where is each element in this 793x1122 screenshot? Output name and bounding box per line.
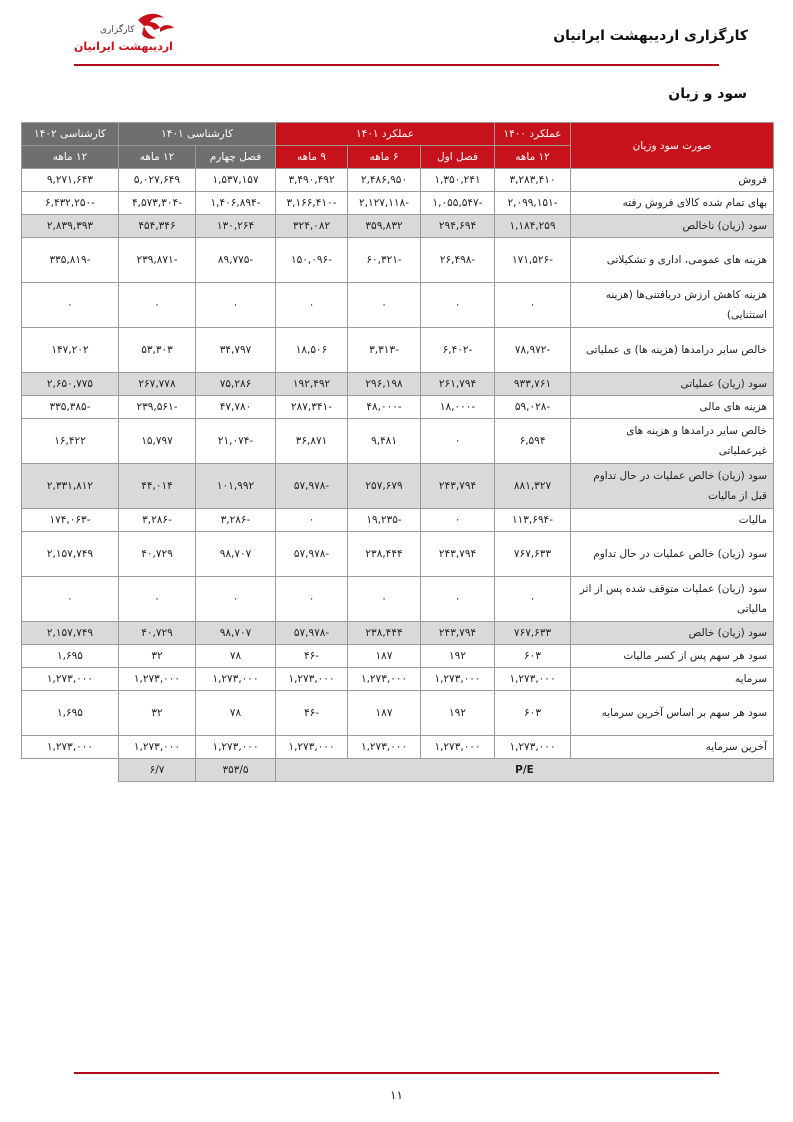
row-label: سود (زیان) ناخالص	[571, 215, 774, 238]
value-cell: -۳,۲۸۶	[196, 509, 276, 532]
value-cell: ۳۲	[119, 645, 196, 668]
subheader: فصل اول	[421, 146, 495, 169]
value-cell: ۱۴۷,۲۰۲	[22, 328, 119, 373]
value-cell: ۱۳۰,۲۶۴	[196, 215, 276, 238]
value-cell: ۰	[276, 509, 348, 532]
value-cell: ۱۹۲	[421, 691, 495, 736]
income-statement-table	[21, 122, 774, 782]
value-cell: ۱,۲۷۳,۰۰۰	[421, 668, 495, 691]
value-cell: ۱,۲۷۳,۰۰۰	[495, 668, 571, 691]
row-label: سود (زیان) خالص	[571, 622, 774, 645]
value-cell: ۱۰۱,۹۹۲	[196, 464, 276, 509]
value-cell: ۲۴۳,۷۹۴	[421, 532, 495, 577]
value-cell: ۱,۲۷۳,۰۰۰	[348, 668, 421, 691]
brokerage-logo	[60, 10, 190, 58]
subheader: ۹ ماهه	[276, 146, 348, 169]
value-cell: ۱,۲۷۳,۰۰۰	[421, 736, 495, 759]
row-label: سود (زیان) خالص عملیات در حال تداوم قبل از مالیات	[571, 464, 774, 509]
value-cell: ۰	[495, 283, 571, 328]
value-cell: ۱,۲۷۳,۰۰۰	[495, 736, 571, 759]
value-cell: ۰	[421, 577, 495, 622]
value-cell: ۲,۶۵۰,۷۷۵	[22, 373, 119, 396]
value-cell: -۳۳۵,۸۱۹	[22, 238, 119, 283]
value-cell: -۴,۵۷۳,۳۰۴	[119, 192, 196, 215]
value-cell: -۱۸,۰۰۰	[421, 396, 495, 419]
table-row	[22, 283, 774, 328]
value-cell: -۷۸,۹۷۲	[495, 328, 571, 373]
value-cell: -۶,۴۳۲,۲۵۰	[22, 192, 119, 215]
row-label: آخرین سرمایه	[571, 736, 774, 759]
value-cell: ۷۸	[196, 691, 276, 736]
value-cell: ۱,۲۷۳,۰۰۰	[276, 736, 348, 759]
value-cell: ۴۰,۷۲۹	[119, 622, 196, 645]
table-row	[22, 464, 774, 509]
value-cell: ۰	[119, 577, 196, 622]
table-row	[22, 215, 774, 238]
pe-label: P/E	[276, 759, 774, 782]
row-header-cell: صورت سود وزیان	[571, 123, 774, 169]
table-row	[22, 622, 774, 645]
value-cell: ۱,۲۷۳,۰۰۰	[196, 736, 276, 759]
value-cell: ۸۸۱,۳۲۷	[495, 464, 571, 509]
footer-divider	[74, 1072, 719, 1074]
value-cell: ۰	[22, 283, 119, 328]
value-cell: -۵۷,۹۷۸	[276, 532, 348, 577]
value-cell: -۱۷۱,۵۲۶	[495, 238, 571, 283]
value-cell: ۱,۲۷۳,۰۰۰	[348, 736, 421, 759]
value-cell: ۲۴۳,۷۹۴	[421, 622, 495, 645]
value-cell: -۵۷,۹۷۸	[276, 464, 348, 509]
value-cell: ۴۷,۷۸۰	[196, 396, 276, 419]
value-cell: ۱,۶۹۵	[22, 645, 119, 668]
value-cell: ۶۰۳	[495, 691, 571, 736]
table-row	[22, 373, 774, 396]
value-cell: ۱۸۷	[348, 691, 421, 736]
value-cell: -۲,۰۹۹,۱۵۱	[495, 192, 571, 215]
pe-value: ۳۵۳/۵	[196, 759, 276, 782]
value-cell: ۷۶۷,۶۳۳	[495, 622, 571, 645]
value-cell: ۰	[22, 577, 119, 622]
value-cell: ۱,۲۷۳,۰۰۰	[22, 736, 119, 759]
value-cell: -۲۶,۴۹۸	[421, 238, 495, 283]
pe-value: ۶/۷	[119, 759, 196, 782]
row-label: سود هر سهم پس از کسر مالیات	[571, 645, 774, 668]
page-number: ۱۱	[390, 1088, 403, 1102]
value-cell: ۰	[421, 283, 495, 328]
value-cell: ۱,۲۷۳,۰۰۰	[119, 736, 196, 759]
table-row	[22, 532, 774, 577]
group-header: عملکرد ۱۴۰۰	[495, 123, 571, 146]
table-row	[22, 419, 774, 464]
value-cell: ۲۳۸,۴۴۴	[348, 622, 421, 645]
row-label: خالص سایر درامدها (هزینه ها) ی عملیاتی	[571, 328, 774, 373]
value-cell: -۱,۴۰۶,۸۹۴	[196, 192, 276, 215]
value-cell: -۲,۱۲۷,۱۱۸	[348, 192, 421, 215]
value-cell: ۲۵۷,۶۷۹	[348, 464, 421, 509]
table-row	[22, 328, 774, 373]
value-cell: ۱۶,۴۲۲	[22, 419, 119, 464]
value-cell: ۰	[276, 283, 348, 328]
table-row	[22, 192, 774, 215]
value-cell: ۹,۴۸۱	[348, 419, 421, 464]
value-cell: -۱,۰۵۵,۵۴۷	[421, 192, 495, 215]
value-cell: -۱۷۴,۰۶۳	[22, 509, 119, 532]
table-row	[22, 396, 774, 419]
value-cell: ۲,۳۳۱,۸۱۲	[22, 464, 119, 509]
subheader: ۱۲ ماهه	[22, 146, 119, 169]
subheader: ۱۲ ماهه	[119, 146, 196, 169]
value-cell: ۰	[196, 577, 276, 622]
value-cell: ۲,۱۵۷,۷۴۹	[22, 622, 119, 645]
value-cell: -۳,۲۸۶	[119, 509, 196, 532]
value-cell: -۵۷,۹۷۸	[276, 622, 348, 645]
value-cell: ۲,۴۸۶,۹۵۰	[348, 169, 421, 192]
value-cell: -۳,۱۶۶,۴۱۰	[276, 192, 348, 215]
value-cell: -۱۱۳,۶۹۴	[495, 509, 571, 532]
value-cell: ۰	[421, 419, 495, 464]
value-cell: ۵,۰۲۷,۶۴۹	[119, 169, 196, 192]
value-cell: ۳۶,۸۷۱	[276, 419, 348, 464]
value-cell: ۲۹۴,۶۹۴	[421, 215, 495, 238]
value-cell: ۴۰,۷۲۹	[119, 532, 196, 577]
value-cell: ۰	[495, 577, 571, 622]
value-cell: ۳,۲۸۳,۴۱۰	[495, 169, 571, 192]
value-cell: -۲۳۹,۸۷۱	[119, 238, 196, 283]
value-cell: ۴۵۴,۳۴۶	[119, 215, 196, 238]
value-cell: ۰	[196, 283, 276, 328]
subheader: ۶ ماهه	[348, 146, 421, 169]
row-label: سود هر سهم بر اساس آخرین سرمایه	[571, 691, 774, 736]
group-header-row	[22, 123, 774, 146]
table-row	[22, 668, 774, 691]
value-cell: ۱,۲۷۳,۰۰۰	[119, 668, 196, 691]
value-cell: ۰	[348, 577, 421, 622]
value-cell: ۳۴,۷۹۷	[196, 328, 276, 373]
value-cell: ۱۵,۷۹۷	[119, 419, 196, 464]
value-cell: ۳۲	[119, 691, 196, 736]
value-cell: ۱,۳۵۰,۲۴۱	[421, 169, 495, 192]
value-cell: ۱۹۲,۴۹۲	[276, 373, 348, 396]
row-label: سود (زیان) عملیات متوقف شده پس از اثر مالیاتی	[571, 577, 774, 622]
value-cell: -۳۳۵,۳۸۵	[22, 396, 119, 419]
value-cell: ۲۴۳,۷۹۴	[421, 464, 495, 509]
value-cell: ۴۴,۰۱۴	[119, 464, 196, 509]
value-cell: ۲,۸۳۹,۳۹۳	[22, 215, 119, 238]
value-cell: ۹۸,۷۰۷	[196, 622, 276, 645]
group-header: کارشناسی ۱۴۰۲	[22, 123, 119, 146]
group-header: عملکرد ۱۴۰۱	[276, 123, 495, 146]
row-label: هزینه های مالی	[571, 396, 774, 419]
value-cell: ۰	[119, 283, 196, 328]
value-cell: ۶۰۳	[495, 645, 571, 668]
group-header: کارشناسی ۱۴۰۱	[119, 123, 276, 146]
value-cell: ۲۳۸,۴۴۴	[348, 532, 421, 577]
value-cell: -۱۹,۲۳۵	[348, 509, 421, 532]
logo-top-text: کارگزاری	[100, 25, 135, 35]
table-body	[22, 169, 774, 759]
pe-row	[22, 759, 774, 782]
value-cell: ۳۵۹,۸۳۲	[348, 215, 421, 238]
table-row	[22, 691, 774, 736]
header-divider	[74, 64, 719, 66]
value-cell: ۱,۵۳۷,۱۵۷	[196, 169, 276, 192]
value-cell: -۶,۴۰۲	[421, 328, 495, 373]
value-cell: ۳,۴۹۰,۴۹۲	[276, 169, 348, 192]
value-cell: -۳,۳۱۳	[348, 328, 421, 373]
value-cell: -۸۹,۷۷۵	[196, 238, 276, 283]
logo-main-text: اردیبهشت ایرانیان	[74, 40, 173, 53]
row-label: سود (زیان) خالص عملیات در حال تداوم	[571, 532, 774, 577]
row-label: بهای تمام شده کالای فروش رفته	[571, 192, 774, 215]
value-cell: ۵۳,۳۰۳	[119, 328, 196, 373]
subheader: ۱۲ ماهه	[495, 146, 571, 169]
bull-logo-icon	[60, 10, 190, 58]
value-cell: ۹,۲۷۱,۶۴۳	[22, 169, 119, 192]
table-row	[22, 577, 774, 622]
value-cell: ۱۸,۵۰۶	[276, 328, 348, 373]
value-cell: ۱۹۲	[421, 645, 495, 668]
section-title: سود و زیان	[668, 86, 747, 102]
value-cell: -۲۱,۰۷۴	[196, 419, 276, 464]
value-cell: -۱۵۰,۰۹۶	[276, 238, 348, 283]
value-cell: ۳۲۴,۰۸۲	[276, 215, 348, 238]
table-row	[22, 509, 774, 532]
value-cell: ۱۸۷	[348, 645, 421, 668]
subheader: فصل چهارم	[196, 146, 276, 169]
value-cell: ۰	[421, 509, 495, 532]
value-cell: ۷۶۷,۶۳۳	[495, 532, 571, 577]
value-cell: ۱,۶۹۵	[22, 691, 119, 736]
value-cell: ۱,۱۸۴,۲۵۹	[495, 215, 571, 238]
value-cell: -۴۸,۰۰۰	[348, 396, 421, 419]
value-cell: ۹۸,۷۰۷	[196, 532, 276, 577]
row-label: فروش	[571, 169, 774, 192]
value-cell: ۰	[348, 283, 421, 328]
value-cell: -۶۰,۳۲۱	[348, 238, 421, 283]
row-label: مالیات	[571, 509, 774, 532]
value-cell: -۴۶	[276, 645, 348, 668]
table-row	[22, 169, 774, 192]
value-cell: ۷۵,۲۸۶	[196, 373, 276, 396]
value-cell: ۷۸	[196, 645, 276, 668]
row-label: سود (زیان) عملیاتی	[571, 373, 774, 396]
table-row	[22, 238, 774, 283]
value-cell: ۹۳۳,۷۶۱	[495, 373, 571, 396]
value-cell: ۱,۲۷۳,۰۰۰	[196, 668, 276, 691]
value-cell: -۲۳۹,۵۶۱	[119, 396, 196, 419]
value-cell: ۲۹۶,۱۹۸	[348, 373, 421, 396]
value-cell: ۲۶۱,۷۹۴	[421, 373, 495, 396]
value-cell: -۴۶	[276, 691, 348, 736]
row-label: سرمایه	[571, 668, 774, 691]
row-label: هزینه های عمومی، اداری و تشکیلاتی	[571, 238, 774, 283]
value-cell: ۲۶۷,۷۷۸	[119, 373, 196, 396]
table-row	[22, 736, 774, 759]
header-title: کارگزاری اردیبهشت ایرانیان	[553, 28, 748, 44]
row-label: خالص سایر درامدها و هزینه های غیرعملیاتی	[571, 419, 774, 464]
row-label: هزینه کاهش ارزش دریافتنی‌ها (هزینه استثنایی)	[571, 283, 774, 328]
value-cell: ۶,۵۹۴	[495, 419, 571, 464]
value-cell: -۲۸۷,۳۴۱	[276, 396, 348, 419]
value-cell: ۱,۲۷۳,۰۰۰	[276, 668, 348, 691]
value-cell: ۰	[276, 577, 348, 622]
table-row	[22, 645, 774, 668]
value-cell: ۲,۱۵۷,۷۴۹	[22, 532, 119, 577]
value-cell: -۵۹,۰۲۸	[495, 396, 571, 419]
value-cell: ۱,۲۷۳,۰۰۰	[22, 668, 119, 691]
